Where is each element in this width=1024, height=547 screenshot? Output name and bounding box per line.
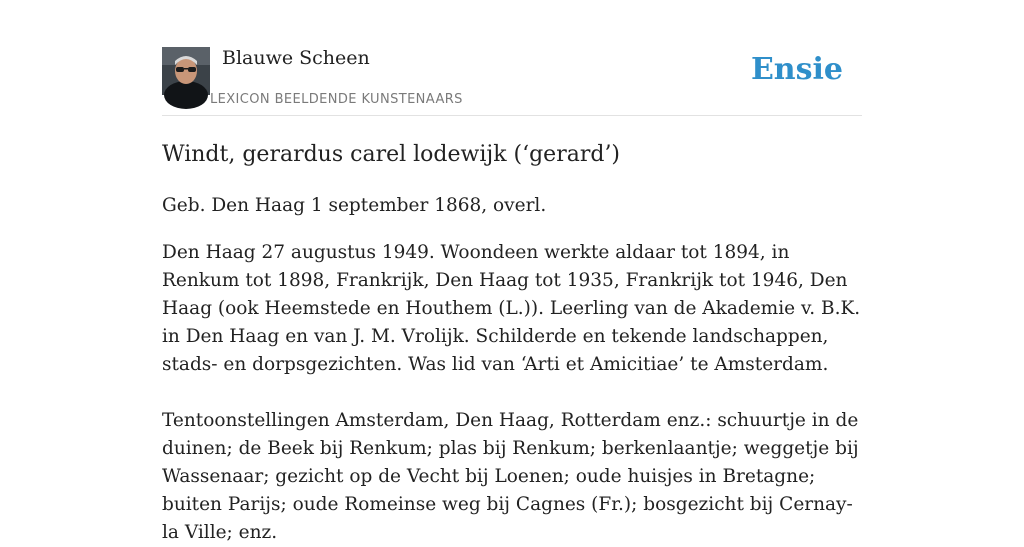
article-header <box>162 46 862 116</box>
avatar-photo-icon <box>162 47 210 95</box>
avatar[interactable] <box>162 47 210 95</box>
author-name[interactable]: Blauwe Scheen <box>222 47 370 69</box>
article-title: Windt, gerardus carel lodewijk (‘gerard’) <box>162 142 621 167</box>
header-divider <box>162 115 862 116</box>
brand-logo[interactable]: Ensie <box>750 52 843 87</box>
section-label[interactable]: LEXICON BEELDENDE KUNSTENAARS <box>210 92 463 107</box>
article-body <box>162 139 862 547</box>
article-paragraph: Den Haag 27 augustus 1949. Woondeen werkte aldaar tot 1894, in Renkum tot 1898, Frankrijk, Den Haag tot 1935, Frankrijk tot 1946, Den Haag (ook Heemstede en Houthem (L.)). Leerling van de Akademie v. B.K. in Den Haag en van J. M. Vrolijk. Schilderde en tekende landschappen, stads- en dorpsgezichten. Was lid van ‘Arti et Amicitiae’ te Amsterdam. Tentoonstellingen Amsterdam, Den Haag, Rotterdam enz.: schuurtje in de duinen; de Beek bij Renkum; plas bij Renkum; berkenlaantje; weggetje bij Wassenaar; gezicht op de Vecht bij Loenen; oude huisjes in Bretagne; buiten Parijs; oude Romeinse weg bij Cagnes (Fr.); bosgezicht bij Cernay-la Ville; enz. <box>162 242 861 543</box>
article-paragraph: Geb. Den Haag 1 september 1868, overl. <box>162 195 547 216</box>
